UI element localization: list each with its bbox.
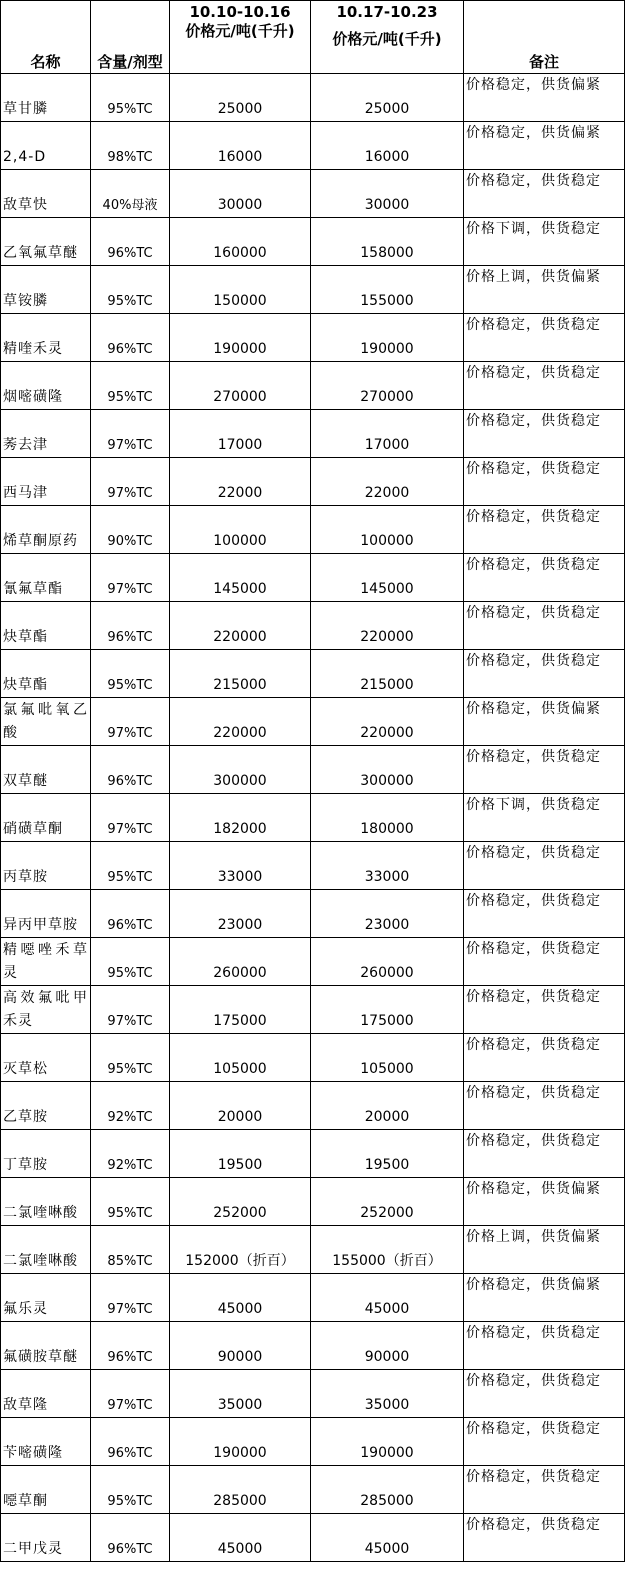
cell-name: 高效氟吡甲禾灵 (1, 986, 91, 1034)
table-row (1, 1370, 625, 1418)
header-period2-date: 10.17-10.23 (336, 3, 438, 21)
cell-price-period1: 25000 (170, 74, 311, 122)
table-row (1, 266, 625, 314)
cell-price-period2: 252000 (311, 1178, 464, 1226)
cell-spec: 95%TC (91, 74, 170, 122)
cell-name: 精喹禾灵 (1, 314, 91, 362)
table-row (1, 1130, 625, 1178)
cell-note: 价格稳定，供货偏紧 (464, 122, 625, 170)
table-body (1, 74, 625, 1562)
cell-price-period2: 215000 (311, 650, 464, 698)
cell-price-period2: 16000 (311, 122, 464, 170)
cell-price-period1: 16000 (170, 122, 311, 170)
cell-note: 价格稳定，供货稳定 (464, 1418, 625, 1466)
cell-note: 价格稳定，供货稳定 (464, 842, 625, 890)
cell-spec: 96%TC (91, 218, 170, 266)
table-row (1, 1178, 625, 1226)
cell-note: 价格稳定，供货稳定 (464, 1322, 625, 1370)
cell-note: 价格下调，供货稳定 (464, 794, 625, 842)
table-row (1, 122, 625, 170)
table-row (1, 842, 625, 890)
cell-price-period2: 45000 (311, 1514, 464, 1562)
cell-name: 丙草胺 (1, 842, 91, 890)
cell-name: 噁草酮 (1, 1466, 91, 1514)
table-row (1, 698, 625, 746)
cell-name: 二氯喹啉酸 (1, 1178, 91, 1226)
cell-price-period2: 270000 (311, 362, 464, 410)
cell-price-period2: 22000 (311, 458, 464, 506)
cell-note: 价格下调，供货稳定 (464, 218, 625, 266)
cell-price-period2: 285000 (311, 1466, 464, 1514)
cell-note: 价格稳定，供货偏紧 (464, 74, 625, 122)
cell-note: 价格稳定，供货稳定 (464, 362, 625, 410)
table-row (1, 650, 625, 698)
cell-price-period1: 22000 (170, 458, 311, 506)
cell-price-period1: 20000 (170, 1082, 311, 1130)
cell-price-period1: 150000 (170, 266, 311, 314)
cell-name: 氟乐灵 (1, 1274, 91, 1322)
cell-price-period1: 160000 (170, 218, 311, 266)
table-row (1, 74, 625, 122)
cell-price-period2: 25000 (311, 74, 464, 122)
header-period1 (170, 1, 311, 74)
cell-name: 氯氟吡氧乙酸 (1, 698, 91, 746)
cell-price-period1: 215000 (170, 650, 311, 698)
cell-price-period1: 260000 (170, 938, 311, 986)
cell-name: 乙氧氟草醚 (1, 218, 91, 266)
cell-price-period2: 17000 (311, 410, 464, 458)
cell-spec: 90%TC (91, 506, 170, 554)
cell-note: 价格稳定，供货稳定 (464, 602, 625, 650)
cell-name: 敌草快 (1, 170, 91, 218)
cell-price-period2: 300000 (311, 746, 464, 794)
cell-name: 炔草酯 (1, 650, 91, 698)
cell-note: 价格稳定，供货偏紧 (464, 1178, 625, 1226)
cell-price-period2: 175000 (311, 986, 464, 1034)
header-name: 名称 (1, 1, 91, 74)
cell-price-period2: 23000 (311, 890, 464, 938)
header-period1-unit: 价格元/吨(千升) (185, 22, 295, 40)
cell-name: 精噁唑禾草灵 (1, 938, 91, 986)
cell-price-period1: 190000 (170, 314, 311, 362)
cell-price-period2: 180000 (311, 794, 464, 842)
cell-name: 敌草隆 (1, 1370, 91, 1418)
cell-name: 乙草胺 (1, 1082, 91, 1130)
cell-spec: 96%TC (91, 1322, 170, 1370)
cell-spec: 97%TC (91, 1274, 170, 1322)
table-row (1, 314, 625, 362)
cell-spec: 97%TC (91, 458, 170, 506)
cell-price-period2: 145000 (311, 554, 464, 602)
table-row (1, 986, 625, 1034)
cell-price-period2: 45000 (311, 1274, 464, 1322)
cell-name: 氰氟草酯 (1, 554, 91, 602)
table-row (1, 1322, 625, 1370)
table-row (1, 1274, 625, 1322)
cell-spec: 96%TC (91, 602, 170, 650)
cell-price-period2: 220000 (311, 602, 464, 650)
cell-name: 西马津 (1, 458, 91, 506)
cell-note: 价格稳定，供货稳定 (464, 890, 625, 938)
table-row (1, 794, 625, 842)
table-row (1, 554, 625, 602)
cell-price-period2: 90000 (311, 1322, 464, 1370)
cell-note: 价格稳定，供货稳定 (464, 650, 625, 698)
cell-price-period1: 175000 (170, 986, 311, 1034)
cell-spec: 97%TC (91, 986, 170, 1034)
cell-price-period1: 220000 (170, 602, 311, 650)
table-row (1, 1418, 625, 1466)
cell-spec: 97%TC (91, 554, 170, 602)
cell-price-period2: 20000 (311, 1082, 464, 1130)
table-row (1, 218, 625, 266)
table-row (1, 1226, 625, 1274)
cell-note: 价格稳定，供货稳定 (464, 746, 625, 794)
cell-price-period2: 190000 (311, 314, 464, 362)
cell-price-period1: 300000 (170, 746, 311, 794)
cell-note: 价格上调，供货偏紧 (464, 1226, 625, 1274)
cell-name: 灭草松 (1, 1034, 91, 1082)
cell-price-period1: 220000 (170, 698, 311, 746)
cell-spec: 92%TC (91, 1130, 170, 1178)
table-row (1, 890, 625, 938)
cell-name: 草铵膦 (1, 266, 91, 314)
cell-spec: 92%TC (91, 1082, 170, 1130)
cell-spec: 96%TC (91, 890, 170, 938)
cell-price-period1: 19500 (170, 1130, 311, 1178)
cell-price-period1: 285000 (170, 1466, 311, 1514)
cell-spec: 40%母液 (91, 170, 170, 218)
cell-price-period1: 17000 (170, 410, 311, 458)
cell-name: 双草醚 (1, 746, 91, 794)
table-row (1, 1514, 625, 1562)
cell-spec: 85%TC (91, 1226, 170, 1274)
cell-note: 价格稳定，供货稳定 (464, 554, 625, 602)
cell-price-period2: 260000 (311, 938, 464, 986)
cell-spec: 95%TC (91, 1034, 170, 1082)
cell-price-period1: 105000 (170, 1034, 311, 1082)
cell-spec: 96%TC (91, 1514, 170, 1562)
header-period2 (311, 1, 464, 74)
table-row (1, 938, 625, 986)
cell-name: 硝磺草酮 (1, 794, 91, 842)
cell-price-period1: 152000（折百） (170, 1226, 311, 1274)
header-period1-date: 10.10-10.16 (189, 3, 291, 21)
cell-note: 价格稳定，供货偏紧 (464, 1274, 625, 1322)
cell-note: 价格稳定，供货稳定 (464, 314, 625, 362)
cell-price-period1: 33000 (170, 842, 311, 890)
cell-price-period2: 105000 (311, 1034, 464, 1082)
cell-spec: 95%TC (91, 842, 170, 890)
cell-spec: 95%TC (91, 362, 170, 410)
cell-spec: 97%TC (91, 1370, 170, 1418)
cell-price-period1: 190000 (170, 1418, 311, 1466)
table-row (1, 170, 625, 218)
cell-price-period1: 182000 (170, 794, 311, 842)
cell-note: 价格稳定，供货稳定 (464, 938, 625, 986)
cell-spec: 98%TC (91, 122, 170, 170)
table-row (1, 506, 625, 554)
cell-name: 二甲戊灵 (1, 1514, 91, 1562)
cell-name: 丁草胺 (1, 1130, 91, 1178)
cell-note: 价格稳定，供货稳定 (464, 1034, 625, 1082)
table-row (1, 410, 625, 458)
cell-name: 氟磺胺草醚 (1, 1322, 91, 1370)
cell-spec: 96%TC (91, 314, 170, 362)
cell-note: 价格稳定，供货稳定 (464, 1130, 625, 1178)
cell-name: 烟嘧磺隆 (1, 362, 91, 410)
cell-price-period2: 158000 (311, 218, 464, 266)
cell-price-period2: 155000（折百） (311, 1226, 464, 1274)
cell-name: 异丙甲草胺 (1, 890, 91, 938)
cell-note: 价格稳定，供货偏紧 (464, 698, 625, 746)
cell-price-period2: 190000 (311, 1418, 464, 1466)
cell-price-period2: 100000 (311, 506, 464, 554)
cell-note: 价格稳定，供货稳定 (464, 458, 625, 506)
cell-price-period2: 33000 (311, 842, 464, 890)
cell-price-period2: 220000 (311, 698, 464, 746)
cell-spec: 95%TC (91, 266, 170, 314)
cell-note: 价格稳定，供货稳定 (464, 1514, 625, 1562)
cell-price-period1: 45000 (170, 1514, 311, 1562)
header-row (1, 1, 625, 74)
table-row (1, 362, 625, 410)
cell-price-period1: 30000 (170, 170, 311, 218)
table-header (1, 1, 625, 74)
cell-note: 价格稳定，供货稳定 (464, 1370, 625, 1418)
cell-name: 莠去津 (1, 410, 91, 458)
table-row (1, 458, 625, 506)
cell-spec: 95%TC (91, 1466, 170, 1514)
table-row (1, 1034, 625, 1082)
table-row (1, 1082, 625, 1130)
cell-note: 价格稳定，供货稳定 (464, 1466, 625, 1514)
cell-price-period1: 45000 (170, 1274, 311, 1322)
cell-price-period2: 19500 (311, 1130, 464, 1178)
cell-note: 价格稳定，供货稳定 (464, 986, 625, 1034)
header-spec: 含量/剂型 (91, 1, 170, 74)
cell-price-period1: 35000 (170, 1370, 311, 1418)
cell-spec: 97%TC (91, 794, 170, 842)
cell-price-period1: 100000 (170, 506, 311, 554)
cell-name: 草甘膦 (1, 74, 91, 122)
cell-price-period2: 30000 (311, 170, 464, 218)
cell-name: 二氯喹啉酸 (1, 1226, 91, 1274)
header-note: 备注 (464, 1, 625, 74)
table-row (1, 1466, 625, 1514)
cell-note: 价格稳定，供货稳定 (464, 410, 625, 458)
cell-spec: 97%TC (91, 698, 170, 746)
cell-price-period1: 145000 (170, 554, 311, 602)
cell-note: 价格稳定，供货稳定 (464, 170, 625, 218)
cell-name: 炔草酯 (1, 602, 91, 650)
cell-note: 价格稳定，供货稳定 (464, 506, 625, 554)
cell-price-period1: 252000 (170, 1178, 311, 1226)
cell-price-period1: 270000 (170, 362, 311, 410)
cell-price-period1: 90000 (170, 1322, 311, 1370)
cell-note: 价格稳定，供货稳定 (464, 1082, 625, 1130)
table-row (1, 746, 625, 794)
cell-spec: 96%TC (91, 746, 170, 794)
cell-spec: 97%TC (91, 410, 170, 458)
cell-price-period1: 23000 (170, 890, 311, 938)
header-period2-unit: 价格元/吨(千升) (332, 30, 442, 48)
cell-note: 价格上调，供货偏紧 (464, 266, 625, 314)
table-row (1, 602, 625, 650)
cell-price-period2: 35000 (311, 1370, 464, 1418)
cell-name: 烯草酮原药 (1, 506, 91, 554)
cell-price-period2: 155000 (311, 266, 464, 314)
cell-name: 苄嘧磺隆 (1, 1418, 91, 1466)
cell-name: 2,4-D (1, 122, 91, 170)
cell-spec: 95%TC (91, 1178, 170, 1226)
cell-spec: 96%TC (91, 1418, 170, 1466)
cell-spec: 95%TC (91, 938, 170, 986)
cell-spec: 95%TC (91, 650, 170, 698)
